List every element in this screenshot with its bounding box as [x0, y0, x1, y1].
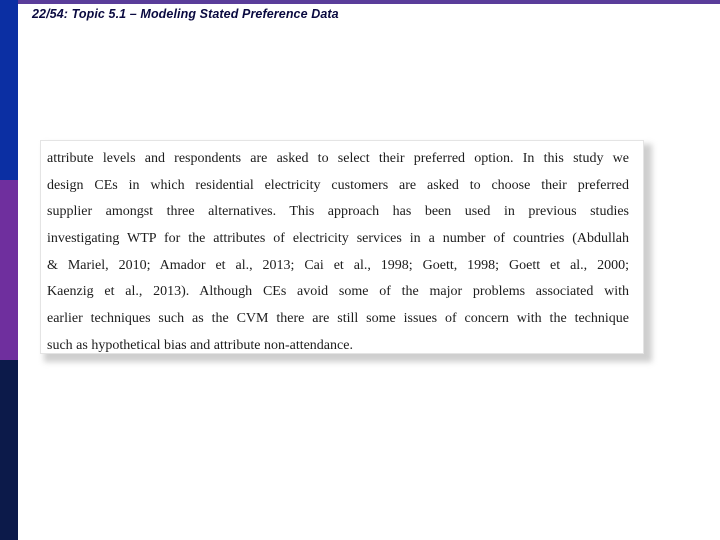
slide-title: 22/54: Topic 5.1 – Modeling Stated Preference Data: [32, 7, 339, 21]
excerpt-line: design CEs in which residential electricity customers are asked to choose their preferred: [47, 177, 629, 193]
excerpt-line: such as hypothetical bias and attribute non-attendance.: [47, 337, 353, 353]
excerpt-line: Kaenzig et al., 2013). Although CEs avoid some of the major problems associated with: [47, 284, 629, 300]
excerpt-line: supplier amongst three alternatives. This approach has been used in previous studies: [47, 204, 629, 220]
sidebar-band-blue: [0, 0, 18, 180]
excerpt-line: attribute levels and respondents are asked to select their preferred option. In this study we: [47, 151, 629, 166]
excerpt-line: earlier techniques such as the CVM there are still some issues of concern with the technique: [47, 311, 629, 327]
excerpt-line: & Mariel, 2010; Amador et al., 2013; Cai et al., 1998; Goett, 1998; Goett et al., 2000;: [47, 257, 629, 273]
text-excerpt-image: [40, 140, 644, 354]
sidebar-band-navy: [0, 360, 18, 540]
sidebar-band-purple: [0, 180, 18, 360]
excerpt-line: investigating WTP for the attributes of electricity services in a number of countries (Abdullah: [47, 231, 629, 247]
top-rule: [18, 0, 720, 4]
